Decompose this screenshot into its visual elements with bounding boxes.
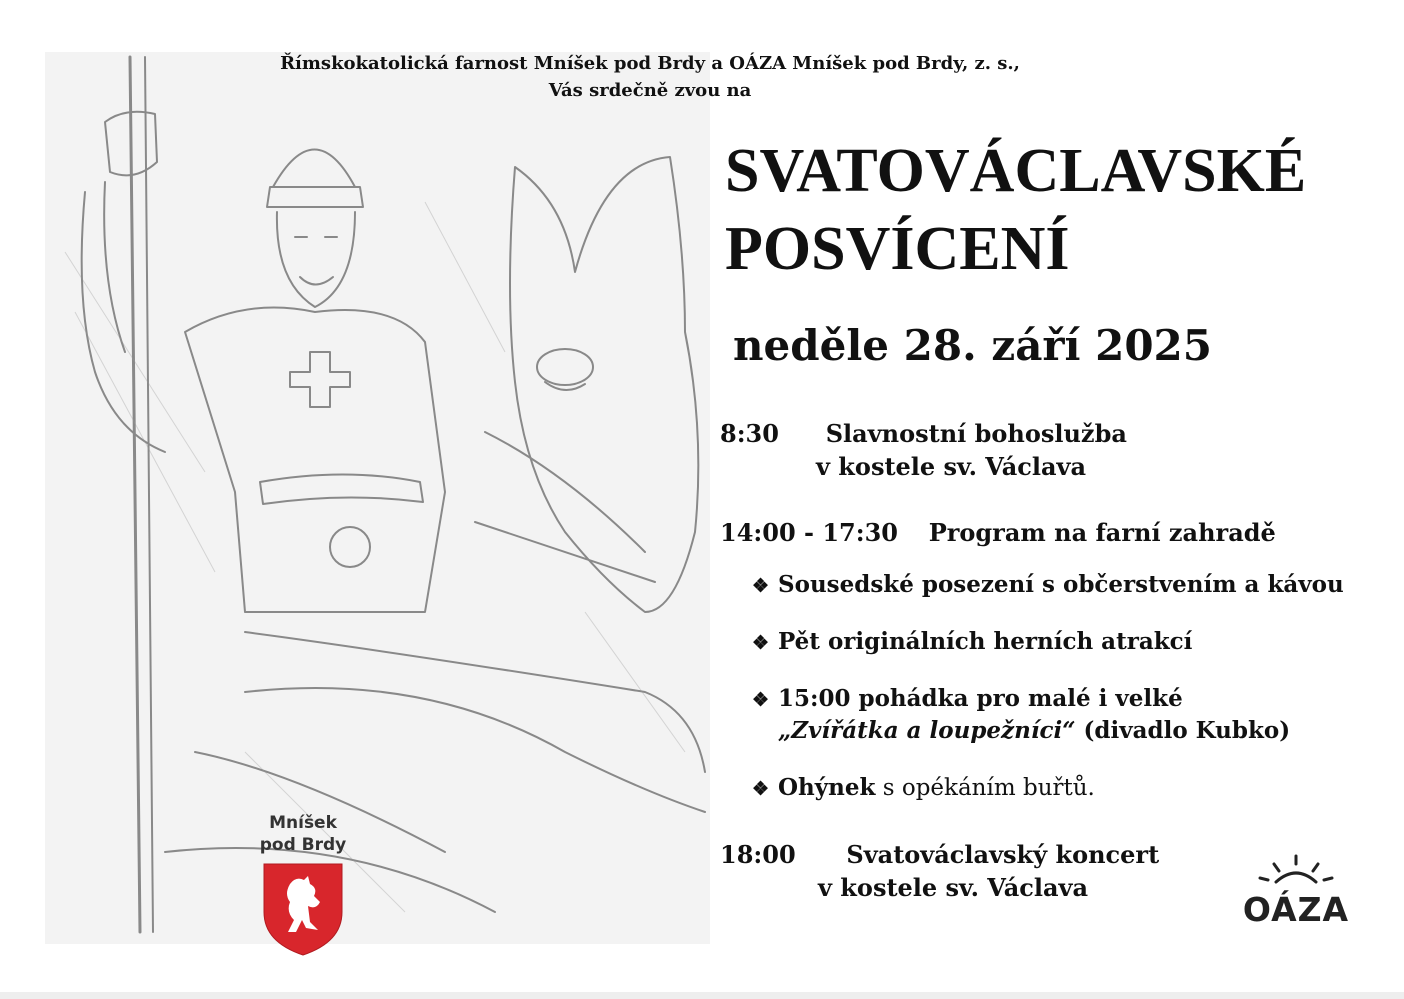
diamond-bullet-icon: ❖ <box>752 689 770 711</box>
event-date: neděle 28. září 2025 <box>733 321 1213 370</box>
oaza-logo-text: OÁZA <box>1242 890 1350 929</box>
page-bottom-edge <box>0 992 1404 999</box>
diamond-bullet-icon: ❖ <box>752 632 770 654</box>
fairy-tale-title: „Zvířátka a loupežníci“ <box>778 717 1076 744</box>
mass-title: Slavnostní bohoslužba <box>825 419 1127 448</box>
program-item: ❖ Sousedské posezení s občerstvením a kávou <box>752 570 1344 601</box>
garden-row <box>720 517 1276 549</box>
diamond-bullet-icon: ❖ <box>752 575 770 597</box>
knight-and-horse-sketch <box>45 52 710 944</box>
program-item: ❖ 15:00 pohádka pro malé i velké <box>752 684 1183 715</box>
program-item-subline: „Zvířátka a loupežníci“ (divadlo Kubko) <box>778 717 1291 744</box>
concert-place: v kostele sv. Václava <box>818 873 1089 902</box>
event-title <box>725 132 1385 288</box>
town-logo-text: Mníšek pod Brdy <box>259 813 347 855</box>
garden-time: 14:00 - 17:30 <box>720 518 898 547</box>
program-item: ❖ Ohýnek s opékáním buřtů. <box>752 773 1095 804</box>
town-coat-of-arms-icon <box>262 862 344 957</box>
title-line-1: SVATOVÁCLAVSKÉ <box>725 137 1307 205</box>
concert-row <box>720 839 1159 871</box>
organizers-line: Římskokatolická farnost Mníšek pod Brdy a OÁZA Mníšek pod Brdy, z. s., <box>280 53 1020 74</box>
concert-time: 18:00 <box>720 840 796 869</box>
mass-row <box>720 418 1127 450</box>
saint-wenceslas-drawing <box>45 52 710 944</box>
mass-place: v kostele sv. Václava <box>816 452 1087 481</box>
mass-time: 8:30 <box>720 419 779 448</box>
garden-title: Program na farní zahradě <box>928 518 1276 547</box>
concert-title: Svatováclavský koncert <box>846 840 1160 869</box>
invite-line: Vás srdečně zvou na <box>548 80 752 101</box>
title-line-2: POSVÍCENÍ <box>725 215 1070 283</box>
program-item: ❖ Pět originálních herních atrakcí <box>752 627 1192 658</box>
diamond-bullet-icon: ❖ <box>752 778 770 800</box>
invitation-header <box>200 50 1100 104</box>
